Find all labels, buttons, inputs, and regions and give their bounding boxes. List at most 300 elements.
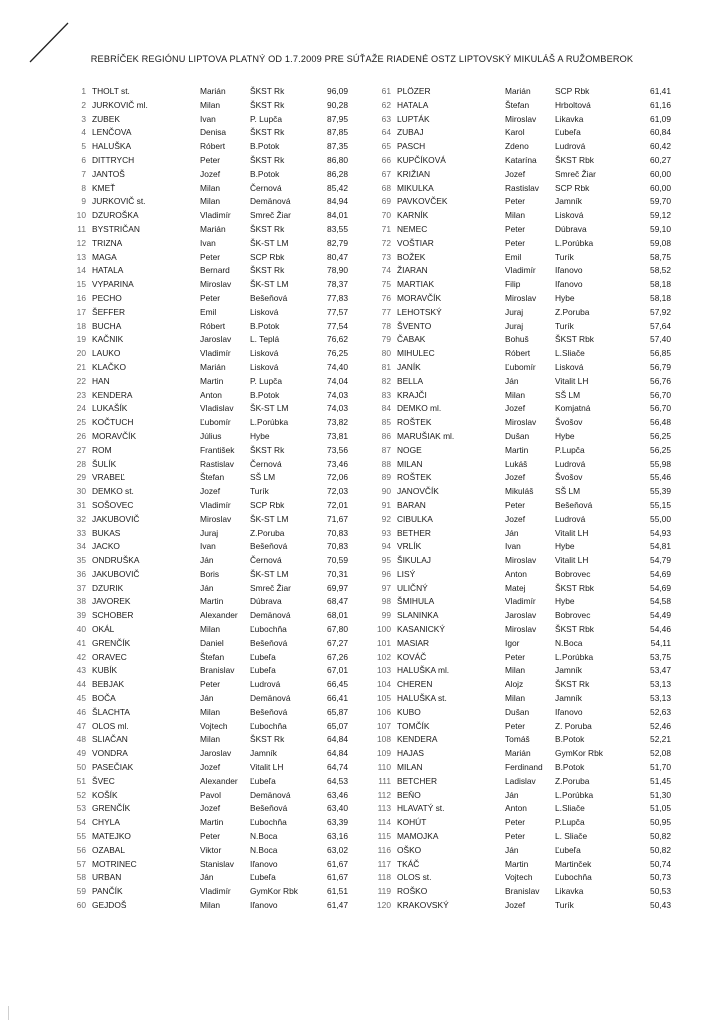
club-name: Z.Poruba — [555, 775, 590, 786]
table-row — [76, 485, 385, 499]
ranking-points: 54,81 — [650, 541, 671, 552]
ranking-points: 70,83 — [327, 541, 348, 552]
rank-number: 94 — [381, 541, 391, 552]
club-name: N.Boca — [250, 831, 278, 842]
rank-number: 84 — [381, 403, 391, 414]
rank-number: 53 — [76, 803, 86, 814]
table-row — [381, 568, 697, 582]
club-name: ŠKST Rbk — [555, 334, 594, 345]
rank-number: 93 — [381, 527, 391, 538]
ranking-points: 59,70 — [650, 196, 671, 207]
ranking-points: 56,48 — [650, 417, 671, 428]
player-first-name: Juraj — [200, 527, 219, 538]
club-name: ŠKST Rbk — [555, 154, 594, 165]
club-name: Lisková — [250, 348, 279, 359]
table-row — [81, 182, 385, 196]
ranking-points: 56,76 — [650, 375, 671, 386]
player-first-name: Peter — [200, 831, 221, 842]
rank-number: 72 — [381, 237, 391, 248]
table-row — [381, 168, 697, 182]
ranking-points: 50,73 — [650, 872, 671, 883]
player-surname: SCHOBER — [92, 610, 134, 621]
player-first-name: Štefan — [505, 99, 530, 110]
table-row — [381, 154, 697, 168]
rank-number: 106 — [377, 706, 391, 717]
player-first-name: Zdeno — [505, 141, 529, 152]
club-name: ŠKST Rk — [250, 127, 285, 138]
player-surname: HALUŠKA st. — [397, 693, 447, 704]
rank-number: 22 — [76, 375, 86, 386]
table-row — [76, 251, 385, 265]
club-name: SCP Rbk — [250, 251, 285, 262]
table-row — [76, 306, 385, 320]
ranking-points: 66,41 — [327, 693, 348, 704]
ranking-points: 54,93 — [650, 527, 671, 538]
table-row — [81, 126, 385, 140]
club-name: Černová — [250, 555, 282, 566]
ranking-table — [0, 85, 724, 915]
club-name: Dúbrava — [555, 223, 587, 234]
player-first-name: Jozef — [505, 900, 526, 911]
table-row — [81, 195, 385, 209]
player-first-name: Milan — [200, 196, 221, 207]
club-name: Likavka — [555, 886, 584, 897]
table-row — [377, 747, 697, 761]
table-row — [76, 499, 385, 513]
table-row — [377, 678, 697, 692]
rank-number: 66 — [381, 154, 391, 165]
club-name: B.Potok — [250, 141, 280, 152]
player-first-name: Bohuš — [505, 334, 529, 345]
table-row — [81, 85, 385, 99]
player-surname: KUPČÍKOVÁ — [397, 154, 446, 165]
club-name: Ľubeľa — [250, 872, 276, 883]
ranking-points: 51,30 — [650, 789, 671, 800]
rank-number: 78 — [381, 320, 391, 331]
rank-number: 8 — [81, 182, 86, 193]
ranking-points: 66,45 — [327, 679, 348, 690]
rank-number: 48 — [76, 734, 86, 745]
rank-number: 1 — [81, 86, 86, 96]
player-surname: HATALA — [397, 99, 429, 110]
rank-number: 82 — [381, 375, 391, 386]
ranking-points: 56,70 — [650, 403, 671, 414]
club-name: Bešeňová — [250, 637, 288, 648]
player-first-name: Martin — [505, 858, 529, 869]
rank-number: 32 — [76, 513, 86, 524]
club-name: Hybe — [555, 541, 575, 552]
player-first-name: Marián — [505, 748, 531, 759]
rank-number: 81 — [381, 361, 391, 372]
player-surname: GRENČÍK — [92, 637, 131, 648]
rank-number: 63 — [381, 113, 391, 124]
table-row — [381, 609, 697, 623]
player-surname: OZABAL — [92, 844, 126, 855]
player-first-name: Vladimír — [505, 596, 536, 607]
club-name: Smreč Žiar — [250, 582, 291, 593]
ranking-points: 74,03 — [327, 389, 348, 400]
player-surname: HATALA — [92, 265, 124, 276]
table-row — [76, 595, 385, 609]
table-row — [377, 706, 697, 720]
rank-number: 98 — [381, 596, 391, 607]
player-first-name: Miroslav — [505, 624, 537, 635]
player-surname: ROŠTEK — [397, 472, 432, 483]
club-name: Jamník — [250, 748, 277, 759]
player-first-name: Bernard — [200, 265, 230, 276]
ranking-points: 73,46 — [327, 458, 348, 469]
rank-number: 37 — [76, 582, 86, 593]
table-row — [381, 416, 697, 430]
club-name: Ľubeľa — [555, 127, 581, 138]
table-row — [381, 361, 697, 375]
player-surname: KASANICKÝ — [397, 624, 445, 635]
ranking-points: 52,46 — [650, 720, 671, 731]
table-row — [76, 540, 385, 554]
player-surname: DZURIK — [92, 582, 124, 593]
player-first-name: Miroslav — [200, 279, 232, 290]
ranking-points: 77,54 — [327, 320, 348, 331]
club-name: Švošov — [555, 472, 583, 483]
rank-number: 112 — [377, 789, 391, 800]
table-row — [377, 664, 697, 678]
ranking-points: 63,40 — [327, 803, 348, 814]
club-name: P.Lupča — [555, 444, 585, 455]
player-first-name: Ladislav — [505, 775, 536, 786]
ranking-points: 54,11 — [650, 637, 671, 648]
player-surname: ŠVEC — [92, 775, 115, 786]
club-name: Smreč Žiar — [555, 168, 596, 179]
club-name: Ludrová — [250, 679, 281, 690]
club-name: L. Sliače — [555, 831, 588, 842]
player-first-name: Jozef — [505, 513, 526, 524]
club-name: Ľubeľa — [250, 775, 276, 786]
table-row — [381, 209, 697, 223]
table-row — [381, 444, 697, 458]
table-row — [76, 458, 385, 472]
player-surname: KRAJČI — [397, 389, 427, 400]
player-first-name: Martin — [200, 596, 224, 607]
rank-number: 42 — [76, 651, 86, 662]
player-surname: THOLT st. — [92, 86, 130, 96]
club-name: Ľubochňa — [555, 872, 592, 883]
rank-number: 49 — [76, 748, 86, 759]
player-first-name: Vladimír — [200, 886, 231, 897]
table-row — [76, 747, 385, 761]
club-name: Turík — [555, 900, 574, 911]
ranking-points: 67,80 — [327, 624, 348, 635]
club-name: P. Lupča — [250, 113, 282, 124]
ranking-points: 61,16 — [650, 99, 671, 110]
player-surname: HALUŠKA — [92, 141, 132, 152]
club-name: ŠKST Rbk — [555, 624, 594, 635]
table-row — [377, 816, 697, 830]
rank-number: 92 — [381, 513, 391, 524]
club-name: Demänová — [250, 610, 291, 621]
table-row — [381, 430, 697, 444]
player-surname: MASIAR — [397, 637, 430, 648]
ranking-points: 73,56 — [327, 444, 348, 455]
table-row — [76, 568, 385, 582]
player-surname: KOČTUCH — [92, 417, 134, 428]
table-row — [76, 237, 385, 251]
table-row — [377, 761, 697, 775]
table-row — [76, 416, 385, 430]
table-row — [76, 651, 385, 665]
club-name: ŠKST Rk — [555, 679, 590, 690]
club-name: SŠ LM — [555, 389, 581, 400]
ranking-points: 56,79 — [650, 361, 671, 372]
table-row — [381, 237, 697, 251]
rank-number: 114 — [377, 817, 391, 828]
player-surname: BEBJAK — [92, 679, 125, 690]
club-name: Demänová — [250, 693, 291, 704]
player-surname: PAVKOVČEK — [397, 196, 448, 207]
player-first-name: Vladimír — [505, 265, 536, 276]
rank-number: 13 — [76, 251, 86, 262]
player-first-name: Štefan — [200, 651, 225, 662]
ranking-points: 57,92 — [650, 306, 671, 317]
player-first-name: Martin — [200, 375, 224, 386]
ranking-points: 61,09 — [650, 113, 671, 124]
player-first-name: Milan — [200, 99, 221, 110]
ranking-points: 51,05 — [650, 803, 671, 814]
player-surname: MIHULEC — [397, 348, 435, 359]
table-row — [377, 692, 697, 706]
ranking-points: 56,25 — [650, 444, 671, 455]
table-row — [377, 871, 697, 885]
ranking-points: 64,84 — [327, 734, 348, 745]
table-row — [76, 830, 385, 844]
ranking-points: 51,45 — [650, 775, 671, 786]
ranking-points: 54,46 — [650, 624, 671, 635]
club-name: Z.Poruba — [555, 306, 590, 317]
ranking-points: 65,07 — [327, 720, 348, 731]
ranking-points: 86,28 — [327, 168, 348, 179]
rank-number: 56 — [76, 844, 86, 855]
player-first-name: Milan — [200, 734, 221, 745]
ranking-points: 61,41 — [650, 86, 671, 96]
table-row — [377, 899, 697, 913]
player-first-name: Vojtech — [505, 872, 533, 883]
ranking-points: 63,46 — [327, 789, 348, 800]
table-row — [76, 692, 385, 706]
ranking-points: 58,75 — [650, 251, 671, 262]
ranking-column-left — [76, 85, 385, 913]
club-name: Likavka — [555, 113, 584, 124]
player-surname: LUKAŠÍK — [92, 403, 128, 414]
club-name: Ľubochňa — [250, 720, 287, 731]
player-first-name: Juraj — [505, 306, 524, 317]
club-name: B.Potok — [250, 168, 280, 179]
ranking-points: 74,40 — [327, 361, 348, 372]
rank-number: 64 — [381, 127, 391, 138]
table-row — [381, 471, 697, 485]
club-name: Černová — [250, 182, 282, 193]
table-row — [76, 816, 385, 830]
table-row — [81, 140, 385, 154]
player-first-name: Milan — [505, 389, 526, 400]
player-first-name: Anton — [200, 389, 222, 400]
player-surname: MARTIAK — [397, 279, 435, 290]
rank-number: 87 — [381, 444, 391, 455]
player-surname: MAMOJKA — [397, 831, 439, 842]
club-name: ŠKST Rk — [250, 99, 285, 110]
ranking-points: 50,74 — [650, 858, 671, 869]
club-name: L.Sliače — [555, 803, 585, 814]
player-first-name: Ján — [505, 527, 519, 538]
rank-number: 31 — [76, 499, 86, 510]
ranking-points: 73,82 — [327, 417, 348, 428]
player-first-name: Pavol — [200, 789, 221, 800]
ranking-points: 72,06 — [327, 472, 348, 483]
player-surname: ZUBEK — [92, 113, 120, 124]
player-first-name: Ivan — [200, 113, 216, 124]
table-row — [76, 789, 385, 803]
club-name: ŠKST Rk — [250, 444, 285, 455]
player-first-name: Marián — [200, 223, 226, 234]
player-surname: TOMČÍK — [397, 720, 430, 731]
player-surname: BYSTRIČAN — [92, 223, 140, 234]
ranking-points: 65,87 — [327, 706, 348, 717]
rank-number: 28 — [76, 458, 86, 469]
table-row — [377, 844, 697, 858]
player-first-name: Peter — [200, 251, 221, 262]
player-first-name: Alexander — [200, 775, 238, 786]
player-surname: SOŠOVEC — [92, 499, 134, 510]
table-row — [76, 430, 385, 444]
rank-number: 2 — [81, 99, 86, 110]
club-name: P.Lupča — [555, 817, 585, 828]
rank-number: 101 — [377, 637, 391, 648]
rank-number: 35 — [76, 555, 86, 566]
player-first-name: Róbert — [200, 141, 226, 152]
club-name: Lisková — [555, 210, 584, 221]
player-first-name: Ján — [505, 375, 519, 386]
player-surname: KUBÍK — [92, 665, 118, 676]
player-surname: GRENČÍK — [92, 803, 131, 814]
ranking-points: 54,49 — [650, 610, 671, 621]
player-first-name: Peter — [505, 720, 526, 731]
table-row — [377, 733, 697, 747]
ranking-points: 70,83 — [327, 527, 348, 538]
player-first-name: Vladimír — [200, 499, 231, 510]
club-name: L. Teplá — [250, 334, 280, 345]
ranking-points: 63,02 — [327, 844, 348, 855]
player-first-name: Marián — [505, 86, 531, 96]
rank-number: 67 — [381, 168, 391, 179]
club-name: ŠK-ST LM — [250, 513, 289, 524]
player-first-name: Martin — [505, 444, 529, 455]
table-row — [76, 582, 385, 596]
table-row — [81, 168, 385, 182]
ranking-points: 71,67 — [327, 513, 348, 524]
club-name: ŠKST Rbk — [555, 582, 594, 593]
ranking-points: 53,13 — [650, 679, 671, 690]
rank-number: 33 — [76, 527, 86, 538]
player-first-name: Branislav — [200, 665, 235, 676]
player-surname: BUCHA — [92, 320, 122, 331]
rank-number: 110 — [377, 762, 391, 773]
rank-number: 7 — [81, 168, 86, 179]
player-surname: MIKULKA — [397, 182, 434, 193]
rank-number: 115 — [377, 831, 391, 842]
club-name: Jamník — [555, 693, 582, 704]
table-row — [377, 720, 697, 734]
ranking-points: 59,12 — [650, 210, 671, 221]
club-name: Ludrová — [555, 513, 586, 524]
table-row — [76, 389, 385, 403]
ranking-points: 64,84 — [327, 748, 348, 759]
player-first-name: Miroslav — [505, 113, 537, 124]
ranking-points: 76,25 — [327, 348, 348, 359]
player-surname: MATEJKO — [92, 831, 131, 842]
rank-number: 119 — [377, 886, 391, 897]
table-row — [381, 540, 697, 554]
player-first-name: Ján — [200, 555, 214, 566]
rank-number: 38 — [76, 596, 86, 607]
club-name: Martinček — [555, 858, 592, 869]
club-name: N.Boca — [555, 637, 583, 648]
rank-number: 5 — [81, 141, 86, 152]
club-name: Iľanovo — [250, 900, 278, 911]
table-row — [378, 775, 697, 789]
player-surname: ROŠTEK — [397, 417, 432, 428]
rank-number: 10 — [76, 210, 86, 221]
player-first-name: Jozef — [200, 762, 221, 773]
table-row — [76, 513, 385, 527]
table-row — [81, 99, 385, 113]
player-surname: SLANINKA — [397, 610, 439, 621]
ranking-points: 55,46 — [650, 472, 671, 483]
page-title: REBRÍČEK REGIÓNU LIPTOVA PLATNÝ OD 1.7.2009 PRE SÚŤAŽE RIADENÉ OSTZ LIPTOVSKÝ MIKULÁŠ A RUŽOMBEROK — [90, 54, 634, 64]
player-surname: HLAVATÝ st. — [397, 803, 445, 814]
ranking-points: 54,58 — [650, 596, 671, 607]
club-name: B.Potok — [250, 389, 280, 400]
rank-number: 12 — [76, 237, 86, 248]
player-surname: MOTRINEC — [92, 858, 137, 869]
ranking-points: 78,37 — [327, 279, 348, 290]
rank-number: 57 — [76, 858, 86, 869]
ranking-points: 82,79 — [327, 237, 348, 248]
club-name: ŠKST Rk — [250, 86, 285, 96]
rank-number: 14 — [76, 265, 86, 276]
rank-number: 15 — [76, 279, 86, 290]
club-name: Bešeňová — [555, 499, 593, 510]
player-first-name: Milan — [505, 693, 526, 704]
rank-number: 71 — [381, 223, 391, 234]
player-surname: KOHÚT — [397, 817, 427, 828]
table-row — [381, 251, 697, 265]
club-name: Turík — [555, 251, 574, 262]
player-first-name: Peter — [505, 223, 526, 234]
table-row — [76, 347, 385, 361]
player-surname: BUKAS — [92, 527, 121, 538]
player-first-name: Lukáš — [505, 458, 528, 469]
club-name: Hybe — [555, 596, 575, 607]
club-name: Lisková — [250, 306, 279, 317]
ranking-points: 55,15 — [650, 499, 671, 510]
ranking-points: 74,04 — [327, 375, 348, 386]
player-surname: ŠMIHULA — [397, 596, 435, 607]
table-row — [381, 347, 697, 361]
table-row — [377, 802, 697, 816]
player-first-name: Anton — [505, 803, 527, 814]
rank-number: 85 — [381, 417, 391, 428]
player-first-name: Anton — [505, 568, 527, 579]
ranking-points: 52,63 — [650, 706, 671, 717]
table-row — [76, 554, 385, 568]
